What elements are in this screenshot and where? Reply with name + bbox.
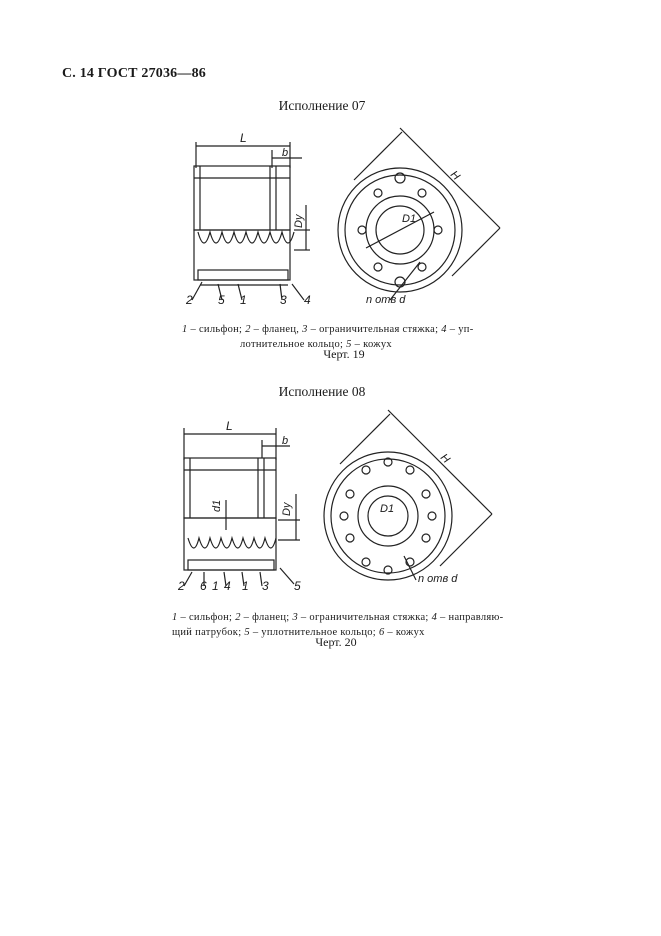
- caption-num: 4: [431, 612, 438, 623]
- part-label: 6: [200, 579, 207, 593]
- caption-text: – направляю-: [437, 612, 504, 623]
- dim-D1: D1: [402, 213, 417, 225]
- dim-b: b: [282, 435, 289, 447]
- caption-num: 4: [441, 324, 447, 335]
- part-label: 1: [242, 579, 249, 593]
- part-label: 2: [178, 579, 185, 593]
- holes-label: n отв d: [366, 294, 406, 306]
- caption-num: 2: [245, 324, 251, 335]
- caption-text: – уп-: [446, 324, 474, 335]
- figure-20-label: Черт. 20: [315, 635, 357, 649]
- holes-label: n отв d: [418, 573, 458, 585]
- part-label: 5: [294, 579, 301, 593]
- caption-num: 5: [346, 339, 352, 350]
- variant-07-title: Исполнение 07: [278, 98, 366, 113]
- dim-L: L: [226, 419, 233, 433]
- caption-text: – сильфон;: [177, 612, 236, 623]
- part-label: 2: [186, 293, 193, 307]
- part-label: 4: [224, 579, 231, 593]
- caption-text: – уплотнительное кольцо;: [249, 627, 379, 638]
- caption-num: 3: [292, 612, 298, 623]
- caption-text: щий патрубок;: [172, 627, 245, 638]
- caption-text: – ограничительная стяжка;: [307, 324, 442, 335]
- part-label: 4: [304, 293, 311, 307]
- drawing-20-front-view: [324, 410, 492, 580]
- caption-num: 3: [302, 324, 308, 335]
- variant-08-title: Исполнение 08: [278, 384, 366, 399]
- part-label: 5: [218, 293, 225, 307]
- part-label: 1: [240, 293, 247, 307]
- caption-text: – фланец,: [250, 324, 303, 335]
- dim-d1: d1: [211, 499, 223, 512]
- caption-num: 6: [378, 627, 385, 638]
- dim-L: L: [240, 131, 247, 145]
- part-label: 3: [280, 293, 287, 307]
- caption-num: 1: [182, 324, 188, 335]
- dim-Dy: Dy: [293, 214, 305, 228]
- caption-text: – кожух: [384, 627, 425, 638]
- part-label: 1: [212, 579, 219, 593]
- caption-text: лотнительное кольцо;: [240, 339, 347, 350]
- dim-Dy: Dy: [281, 502, 293, 516]
- caption-num: 2: [235, 612, 241, 623]
- caption-text: – ограничительная стяжка;: [298, 612, 432, 623]
- dim-D1: D1: [380, 503, 395, 515]
- dim-H: H: [437, 451, 452, 466]
- part-label: 3: [262, 579, 269, 593]
- caption-num: 5: [244, 627, 250, 638]
- caption-text: – фланец;: [240, 612, 293, 623]
- caption-num: 1: [172, 612, 178, 623]
- caption-text: – сильфон;: [187, 324, 246, 335]
- page-header: С. 14 ГОСТ 27036—86: [62, 66, 206, 81]
- dim-b: b: [282, 147, 289, 159]
- caption-20-line-1: [172, 610, 522, 625]
- figure-19-label: Черт. 19: [323, 347, 365, 361]
- dim-H: H: [447, 168, 462, 183]
- caption-text: – кожух: [351, 339, 392, 350]
